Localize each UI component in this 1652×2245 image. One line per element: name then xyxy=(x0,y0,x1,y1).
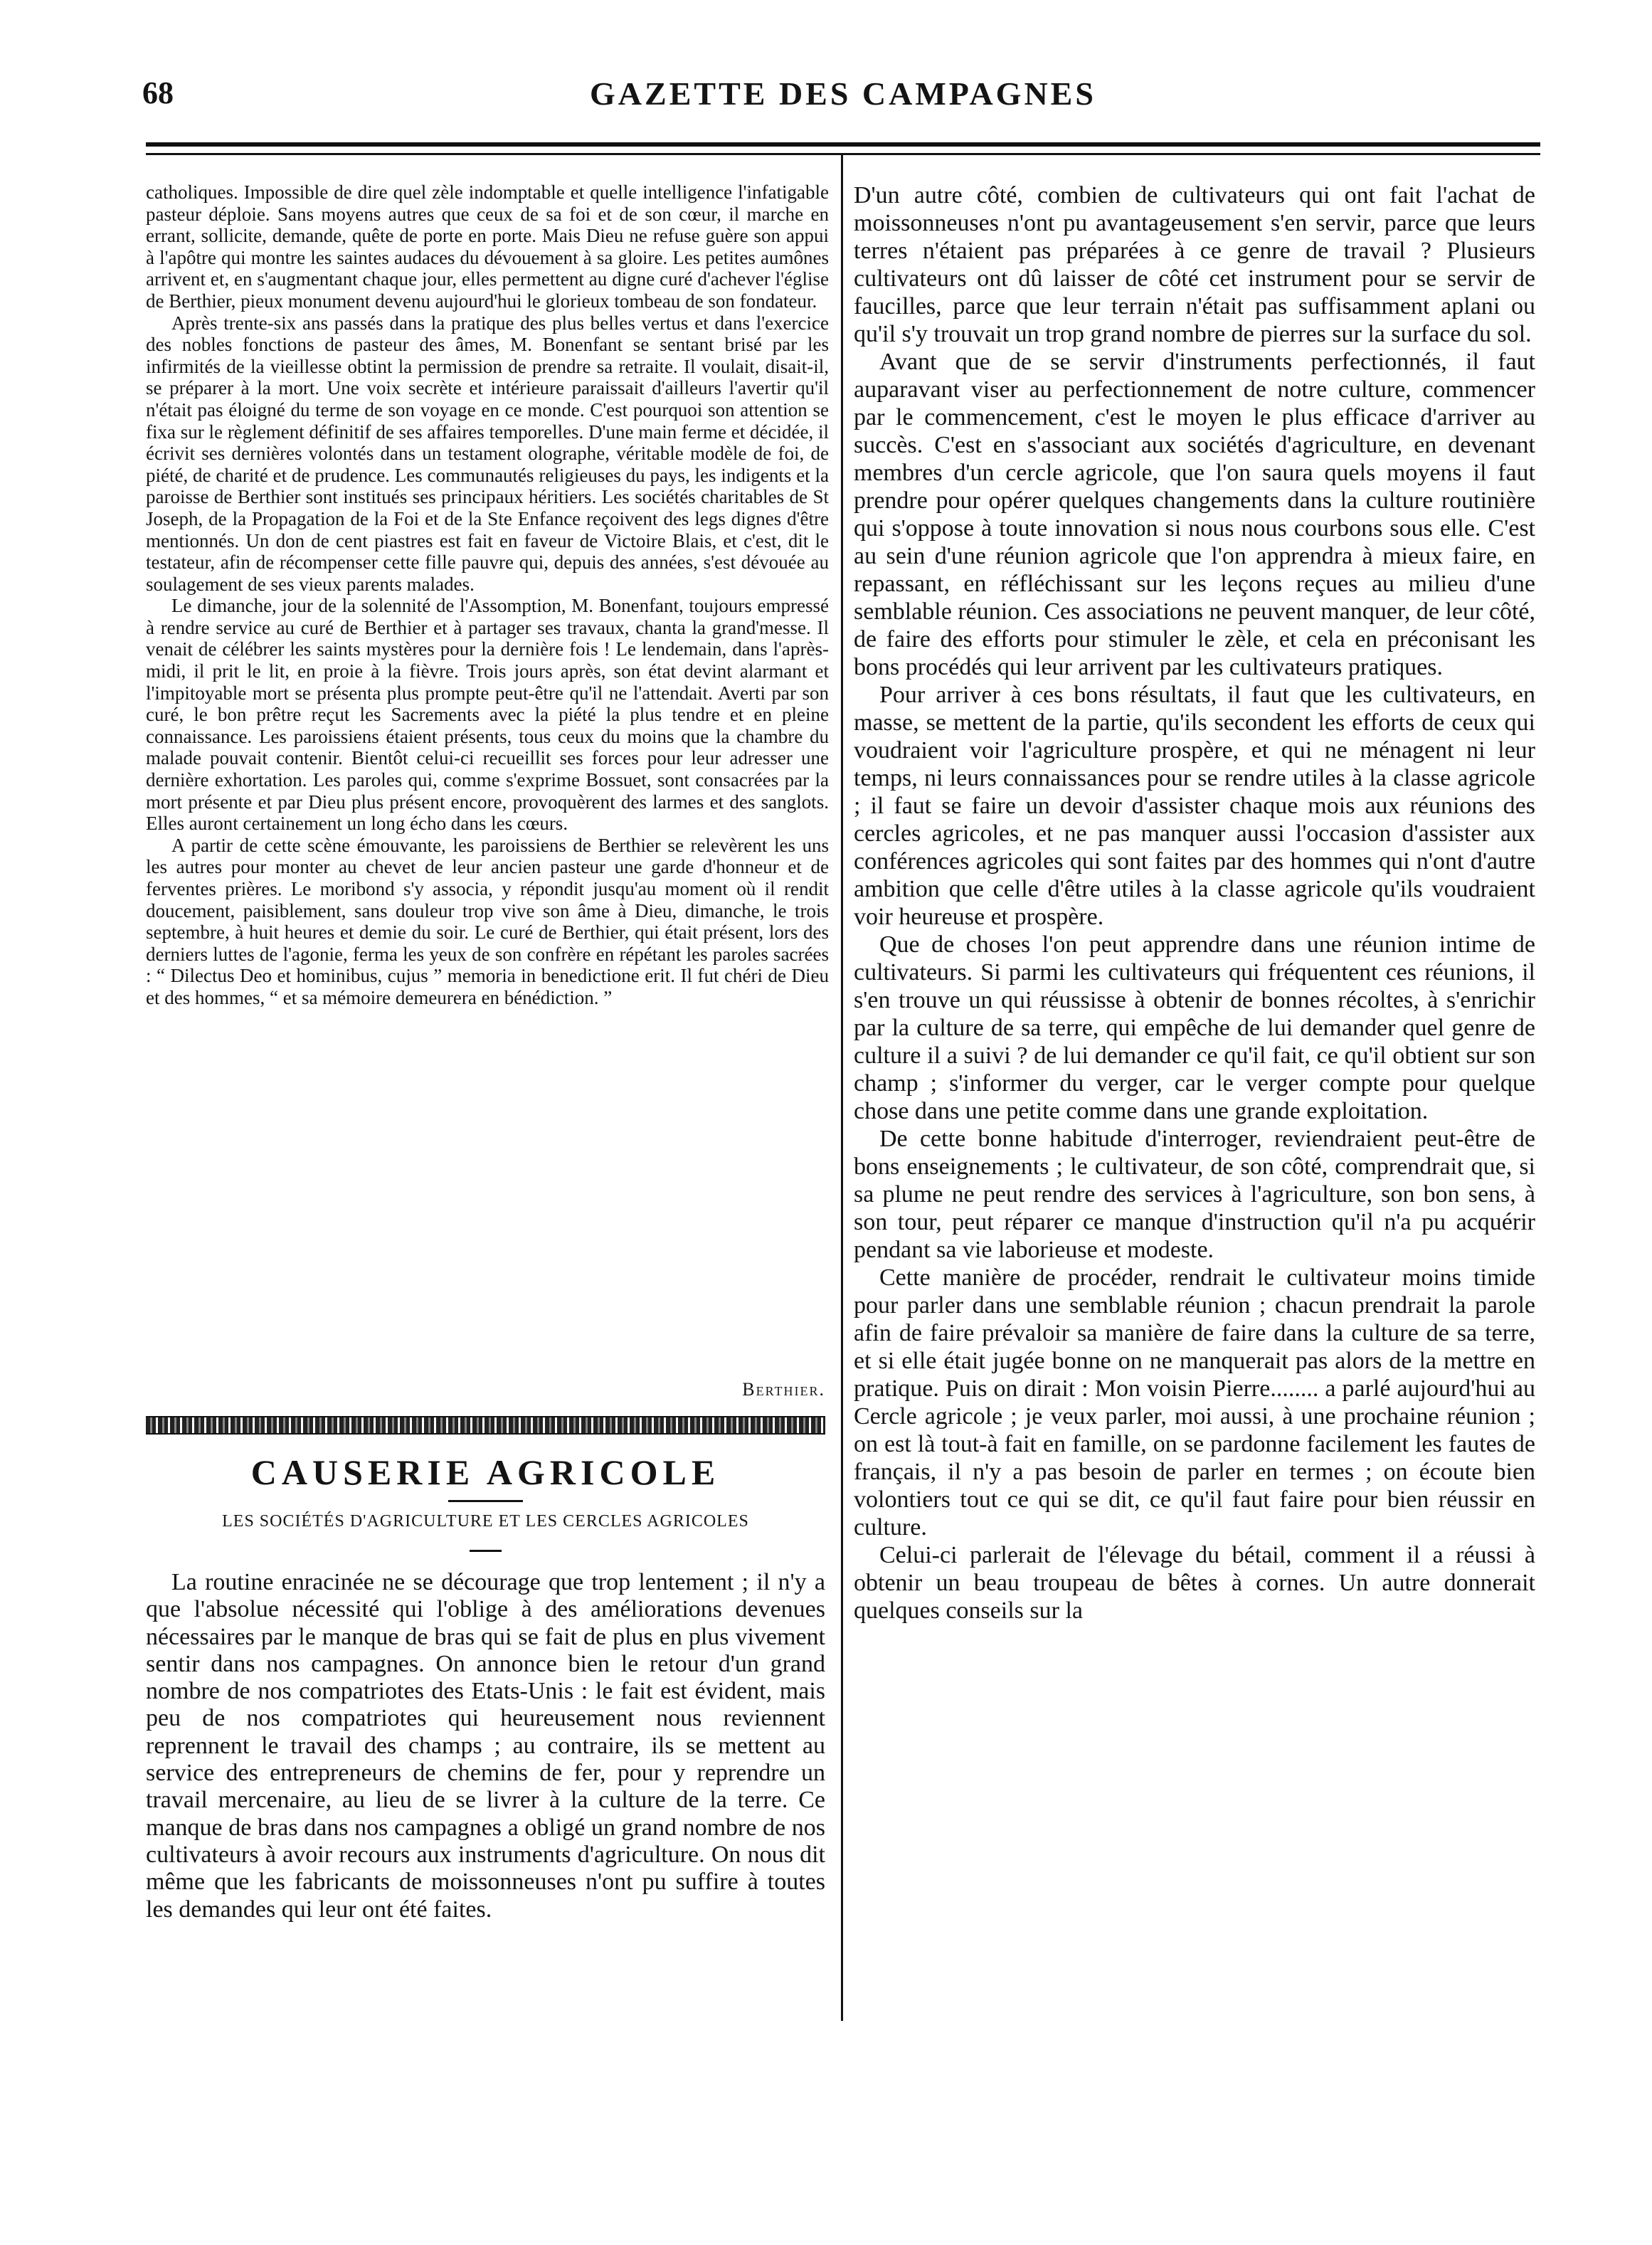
article-paragraph: catholiques. Impossible de dire quel zèle indomptable et quelle intelligence l'infatigable pasteur déploie. Sans moyens autres que ceux de sa foi et de son cœur, il marche en errant, sollicite, demande, quête de porte en porte. Mais Dieu ne refuse guère son appui à l'apôtre qui montre les saintes audaces du dévouement à sa gloire. Les petites aumônes arrivent et, en s'augmentant chaque jour, elles permettent au digne curé d'achever l'église de Berthier, pieux monument devenu aujourd'hui le glorieux tombeau de son fondateur. xyxy=(146,181,829,312)
article-signature: Berthier. xyxy=(742,1379,825,1400)
article-paragraph: Cette manière de procéder, rendrait le cultivateur moins timide pour parler dans une semblable réunion ; chacun prendrait la parole afin de faire prévaloir sa manière de faire dans la culture de sa terre, et si elle était jugée bonne on ne manquerait pas alors de la mettre en pratique. Puis on dirait : Mon voisin Pierre........ a parlé aujourd'hui au Cercle agricole ; je veux parler, moi aussi, à une prochaine réunion ; on est là tout-à fait en famille, on se pardonne facilement les fautes de français, il n'y a pas besoin de parler en termes ; on écoute bien volontiers tout ce qui se dit, ce qu'il faut faire pour bien réussir en culture. xyxy=(854,1264,1535,1541)
article-paragraph: Avant que de se servir d'instruments perfectionnés, il faut auparavant viser au perfectionnement de notre culture, commencer par le commencement, c'est le moyen le plus efficace d'arriver au succès. C'est en s'associant aux sociétés d'agriculture, en devenant membres d'un cercle agricole, que l'on saura quels moyens il faut prendre pour opérer quelques changements dans la culture routinière qui s'oppose à toute innovation si nous nous courbons sous elle. C'est au sein d'une réunion agricole que l'on apprendra à mieux faire, en repassant, en réfléchissant sur les leçons reçues au milieu d'une semblable réunion. Ces associations ne peuvent manquer, de leur côté, de faire des efforts pour stimuler le zèle, et cela en préconisant les bons procédés qui leur arrivent par les cultivateurs pratiques. xyxy=(854,349,1535,680)
causerie-article-continued xyxy=(854,181,1535,1625)
obituary-article xyxy=(146,181,829,1009)
article-paragraph: D'un autre côté, combien de cultivateurs qui ont fait l'achat de moissonneuses n'ont pu avantageusement s'en servir, parce que leurs terres n'étaient pas préparées à ce genre de travail ? Plusieurs cultivateurs ont dû laisser de côté cet instrument pour se servir de faucilles, parce que leur terrain n'était pas suffisamment aplani ou qu'il s'y trouvait un trop grand nombre de pierres sur la surface du sol. xyxy=(854,182,1535,347)
column-divider xyxy=(841,153,843,2021)
subtitle-rule xyxy=(470,1550,502,1552)
section-subtitle: LES SOCIÉTÉS D'AGRICULTURE ET LES CERCLES AGRICOLES xyxy=(222,1512,749,1531)
newspaper-title: GAZETTE DES CAMPAGNES xyxy=(590,75,1096,112)
ornamental-divider xyxy=(146,1416,825,1435)
header-rule xyxy=(146,142,1540,147)
page-header xyxy=(142,75,1544,132)
article-paragraph: Que de choses l'on peut apprendre dans une réunion intime de cultivateurs. Si parmi les cultivateurs qui fréquentent ces réunions, il s'en trouve un qui réussisse à obtenir de bonnes récoltes, à s'enrichir par la culture de sa terre, qui empêche de lui demander quel genre de culture il a suivi ? de lui demander ce qu'il fait, ce qu'il obtient sur son champ ; s'informer du verger, car le verger compte pour quelque chose dans une petite comme dans une grande exploitation. xyxy=(854,931,1535,1124)
article-paragraph: Le dimanche, jour de la solennité de l'Assomption, M. Bonenfant, toujours empressé à rendre service au curé de Berthier et à partager ses travaux, chanta la grand'messe. Il venait de célébrer les saints mystères pour la dernière fois ! Le lendemain, dans l'après-midi, il prit le lit, en proie à la fièvre. Trois jours après, son état devint alarmant et l'impitoyable mort se présenta plus prompte peut-être qu'il ne l'attendait. Averti par son curé, le bon prêtre reçut les Sacrements avec la piété la plus tendre et en pleine connaissance. Les paroissiens étaient présents, tous ceux du moins que la chambre du malade pouvait contenir. Bientôt celui-ci recueillit ses forces pour leur adresser une dernière exhortation. Les paroles qui, comme s'exprime Bossuet, sont consacrées par la mort présente et par Dieu plus présent encore, provoquèrent des larmes et des sanglots. Elles auront certainement un long écho dans les cœurs. xyxy=(146,595,829,835)
causerie-article-start xyxy=(146,1569,825,1923)
header-rule-secondary xyxy=(146,153,1540,155)
article-paragraph: De cette bonne habitude d'interroger, reviendraient peut-être de bons enseignements ; le cultivateur, de son côté, comprendrait que, si sa plume ne peut rendre des services à l'agriculture, son bon sens, à son tour, peut réparer ce manque d'instruction qu'il n'a pu acquérir pendant sa vie laborieuse et modeste. xyxy=(854,1126,1535,1263)
article-paragraph: Celui-ci parlerait de l'élevage du bétail, comment il a réussi à obtenir un beau troupeau de bêtes à cornes. Un autre donnerait quelques conseils sur la xyxy=(854,1542,1535,1624)
article-paragraph: Pour arriver à ces bons résultats, il faut que les cultivateurs, en masse, se mettent de la partie, qu'ils secondent les efforts de ceux qui voudraient voir l'agriculture prospère, et qui ne ménagent ni leur temps, ni leurs connaissances pour se rendre utiles à la classe agricole ; il faut se faire un devoir d'assister chaque mois aux réunions des cercles agricoles, et ne pas manquer aussi l'occasion d'assister aux conférences agricoles qui sont faites par des hommes qui n'ont d'autre ambition que celle d'être utiles à la classe agricole qu'ils voudraient voir heureuse et prospère. xyxy=(854,682,1535,930)
title-rule xyxy=(448,1500,523,1502)
article-paragraph: La routine enracinée ne se décourage que trop lentement ; il n'y a que l'absolue nécessité qui l'oblige à des améliorations devenues nécessaires par le manque de bras qui se fait de plus en plus vivement sentir dans nos campagnes. On annonce bien le retour d'un grand nombre de nos compatriotes des Etats-Unis : le fait est évident, mais peu de nos compatriotes qui heureusement nous reviennent reprennent le travail des champs ; au contraire, ils se mettent au service des entrepreneurs de chemins de fer, pour y reprendre un travail mercenaire, au lieu de se livrer à la culture de la terre. Ce manque de bras dans nos campagnes a obligé un grand nombre de nos cultivateurs à avoir recours aux instruments d'agriculture. On nous dit même que les fabricants de moissonneuses n'ont pu suffire à toutes les demandes qui leur ont été faites. xyxy=(146,1569,825,1923)
article-paragraph: Après trente-six ans passés dans la pratique des plus belles vertus et dans l'exercice des nobles fonctions de pasteur des âmes, M. Bonenfant se sentant brisé par les infirmités de la vieillesse obtint la permission de prendre sa retraite. Il voulait, disait-il, se préparer à la mort. Une voix secrète et intérieure paraissait d'ailleurs l'avertir qu'il n'était pas éloigné du terme de son voyage en ce monde. C'est pourquoi son attention se fixa sur le règlement définitif de ses affaires temporelles. D'une main ferme et décidée, il écrivit ses dernières volontés dans un testament olographe, véritable modèle de foi, de piété, de charité et de prudence. Les communautés religieuses du pays, les indigents et la paroisse de Berthier sont institués ses principaux héritiers. Les sociétés charitables de St Joseph, de la Propagation de la Foi et de la Ste Enfance reçoivent des legs dignes d'être mentionnés. Un don de cent piastres est fait en faveur de Victoire Blais, et c'est, dit le testateur, afin de récompenser cette fille pauvre qui, depuis des années, s'est dévouée au soulagement de ses vieux parents malades. xyxy=(146,312,829,595)
article-paragraph: A partir de cette scène émouvante, les paroissiens de Berthier se relevèrent les uns les autres pour monter au chevet de leur ancien pasteur une garde d'honneur et de ferventes prières. Le moribond s'y associa, y répondit jusqu'au moment où il rendit doucement, paisiblement, sans douleur trop vive son âme à Dieu, dimanche, le trois septembre, à huit heures et demie du soir. Le curé de Berthier, qui était présent, lors des derniers luttes de l'agonie, ferma les yeux de son confrère en répétant les paroles sacrées : “ Dilectus Deo et hominibus, cujus ” memoria in benedictione erit. Il fut chéri de Dieu et des hommes, “ et sa mémoire demeurera en bénédiction. ” xyxy=(146,834,829,1008)
page-number: 68 xyxy=(142,75,174,110)
section-title: CAUSERIE AGRICOLE xyxy=(250,1452,721,1492)
